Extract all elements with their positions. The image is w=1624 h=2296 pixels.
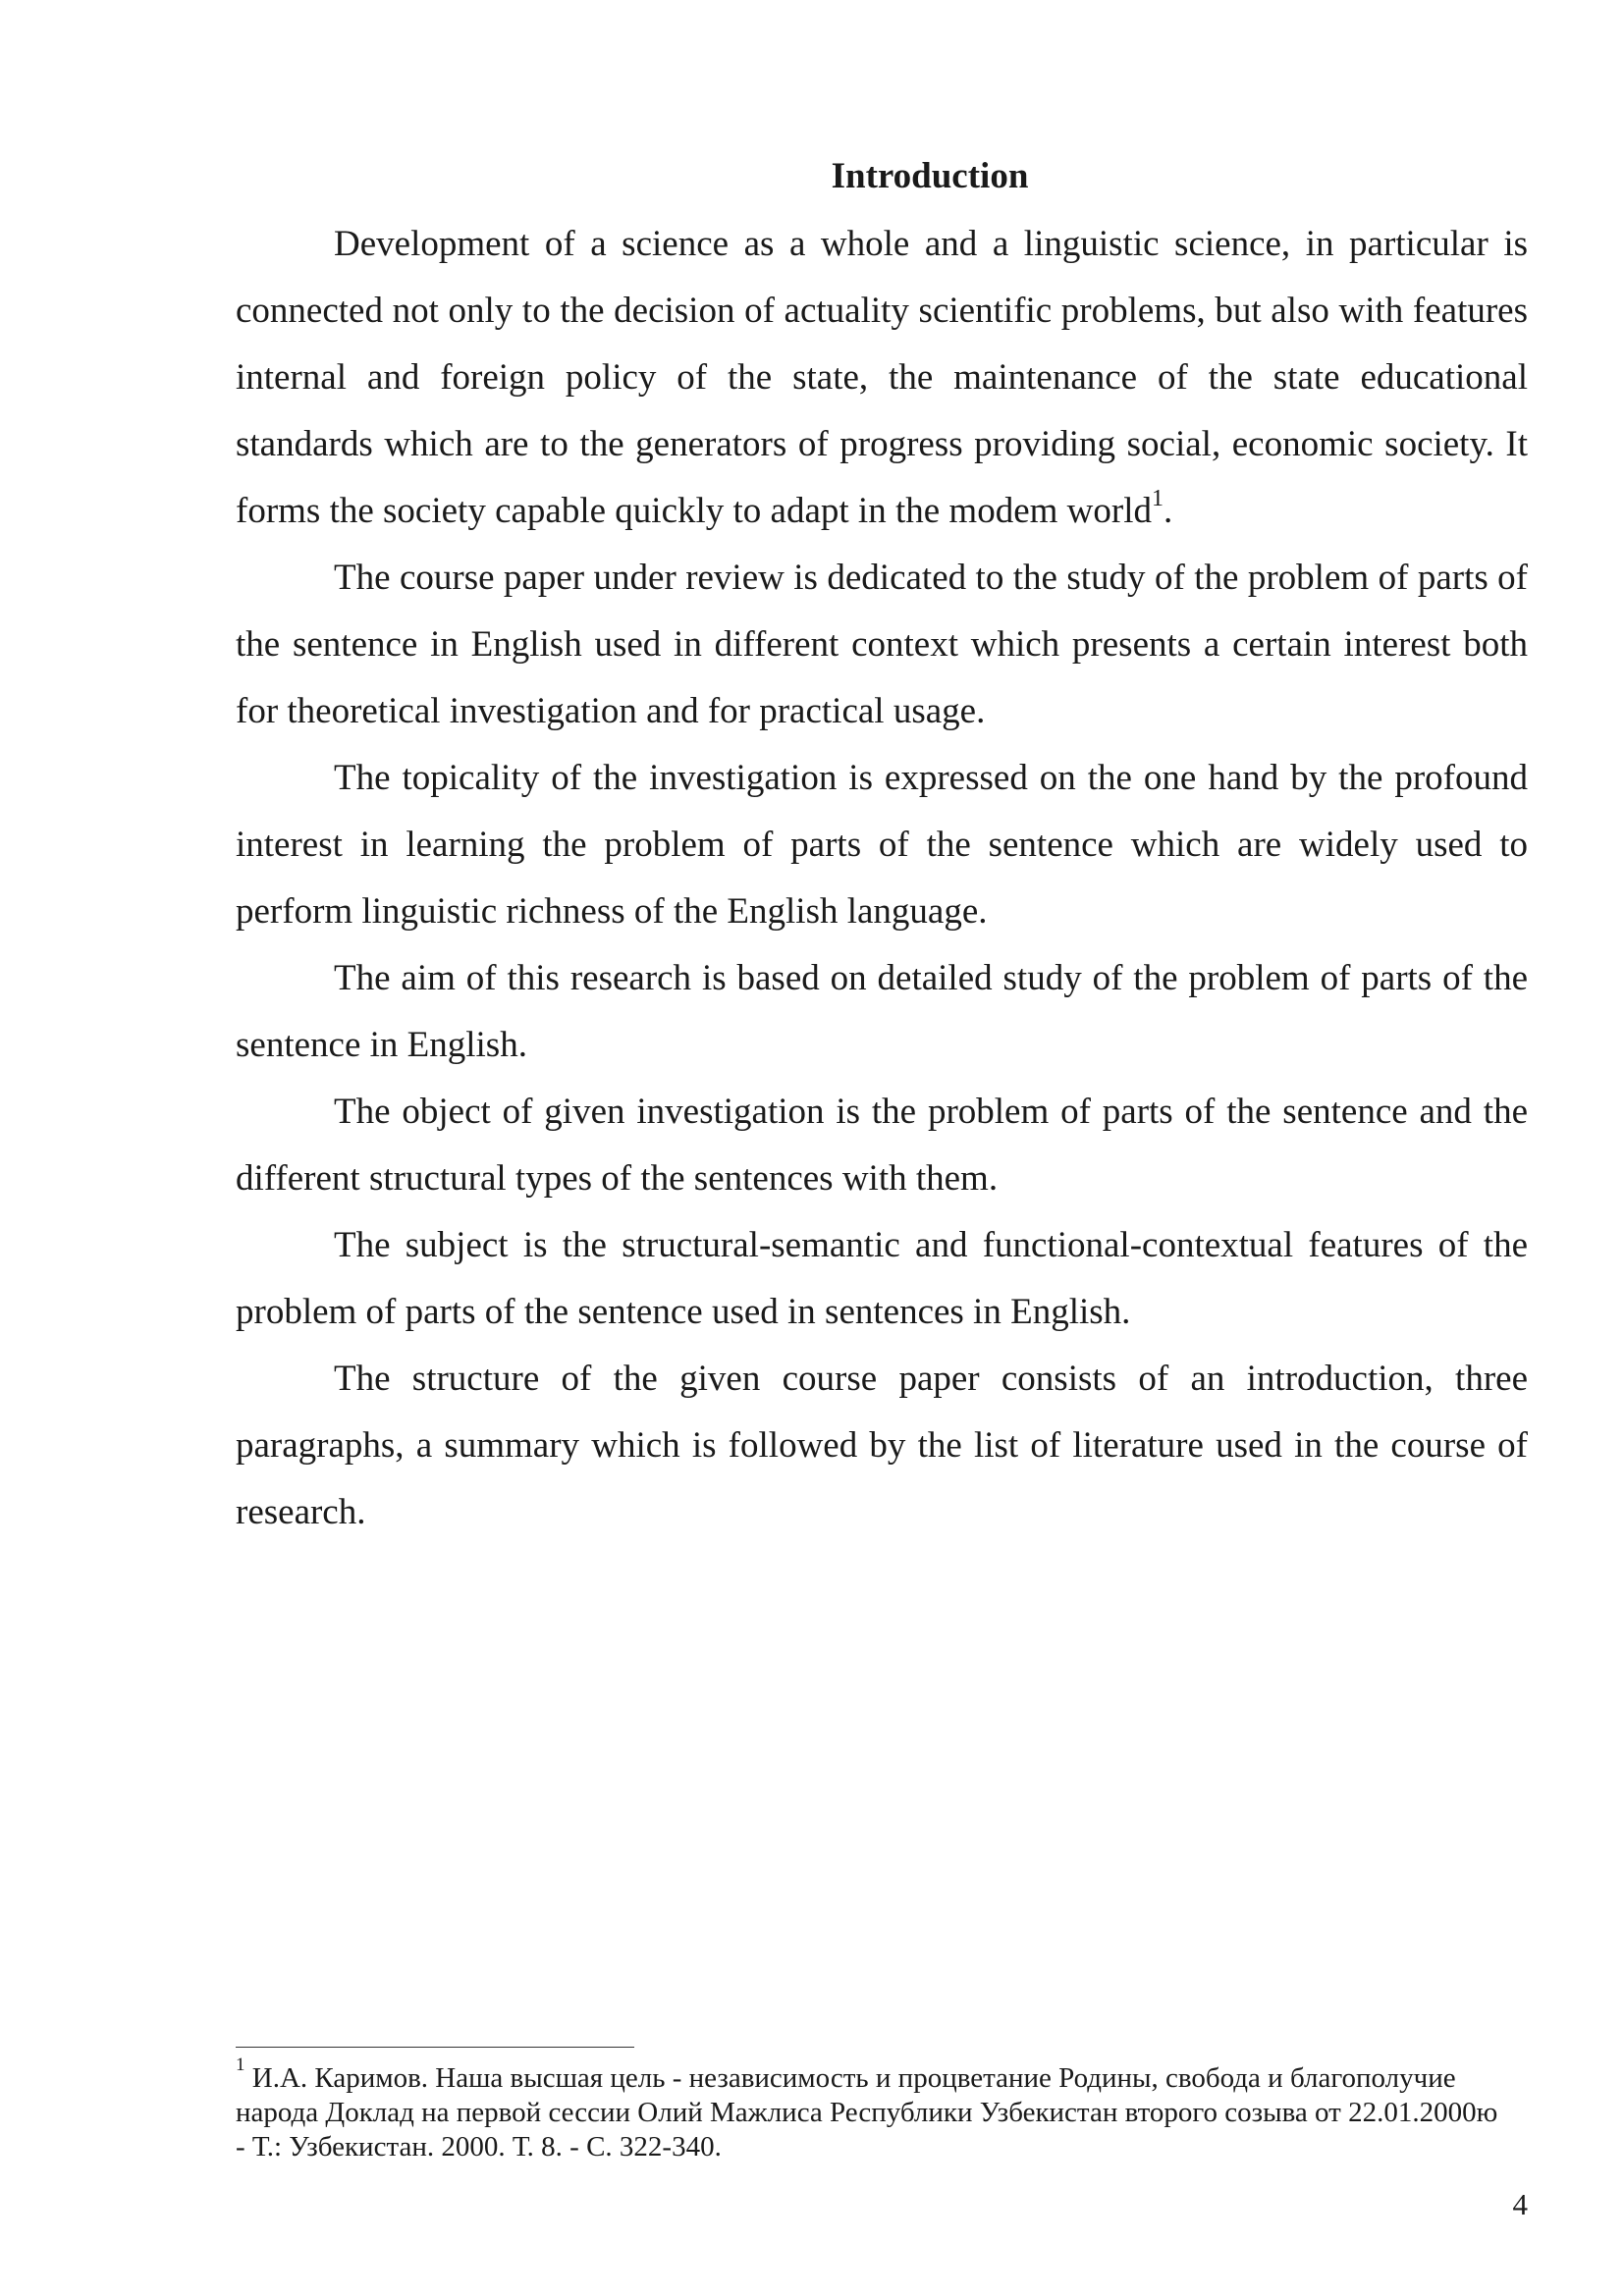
- body-text: [236, 211, 1528, 1546]
- page-number: 4: [1512, 2187, 1528, 2221]
- paragraph-tail: .: [1163, 491, 1173, 531]
- paragraph-2: The course paper under review is dedicated to the study of the problem of parts of the sentence in English used in different context which presents a certain interest both for theoretical investigation and for practical usage.: [236, 558, 1528, 731]
- paragraph-7: The structure of the given course paper consists of an introduction, three paragraphs, a summary which is followed by the list of literature used in the course of research.: [236, 1359, 1528, 1532]
- footnote: [236, 2055, 1512, 2164]
- page-title: Introduction: [831, 156, 1029, 196]
- paragraph-4: The aim of this research is based on detailed study of the problem of parts of the sentence in English.: [236, 958, 1528, 1065]
- paragraph-text: Development of a science as a whole and a linguistic science, in particular is connected not only to the decision of actuality scientific problems, but also with features internal and foreign policy of the state, the maintenance of the state educational standards which are to the generators of progress providing social, economic society. It forms the society capable quickly to adapt in the modem world: [236, 224, 1528, 531]
- paragraph-3: The topicality of the investigation is expressed on the one hand by the profound interest in learning the problem of parts of the sentence which are widely used to perform linguistic richness of the English language.: [236, 758, 1528, 932]
- footnote-text: И.А. Каримов. Наша высшая цель - независимость и процветание Родины, свобода и благополучие народа Доклад на первой сессии Олий Мажлиса Республики Узбекистан второго созыва от 22.01.2000ю - Т.: Узбекистан. 2000. Т. 8. - С. 322-340.: [236, 2062, 1498, 2163]
- paragraph-5: The object of given investigation is the problem of parts of the sentence and the different structural types of the sentences with them.: [236, 1092, 1528, 1199]
- footnote-separator: [236, 2047, 634, 2048]
- footnote-reference[interactable]: 1: [1151, 485, 1164, 511]
- footnote-marker: 1: [236, 2055, 245, 2076]
- paragraph-1: [236, 211, 1528, 545]
- paragraph-6: The subject is the structural-semantic and functional-contextual features of the problem of parts of the sentence used in sentences in English.: [236, 1225, 1528, 1332]
